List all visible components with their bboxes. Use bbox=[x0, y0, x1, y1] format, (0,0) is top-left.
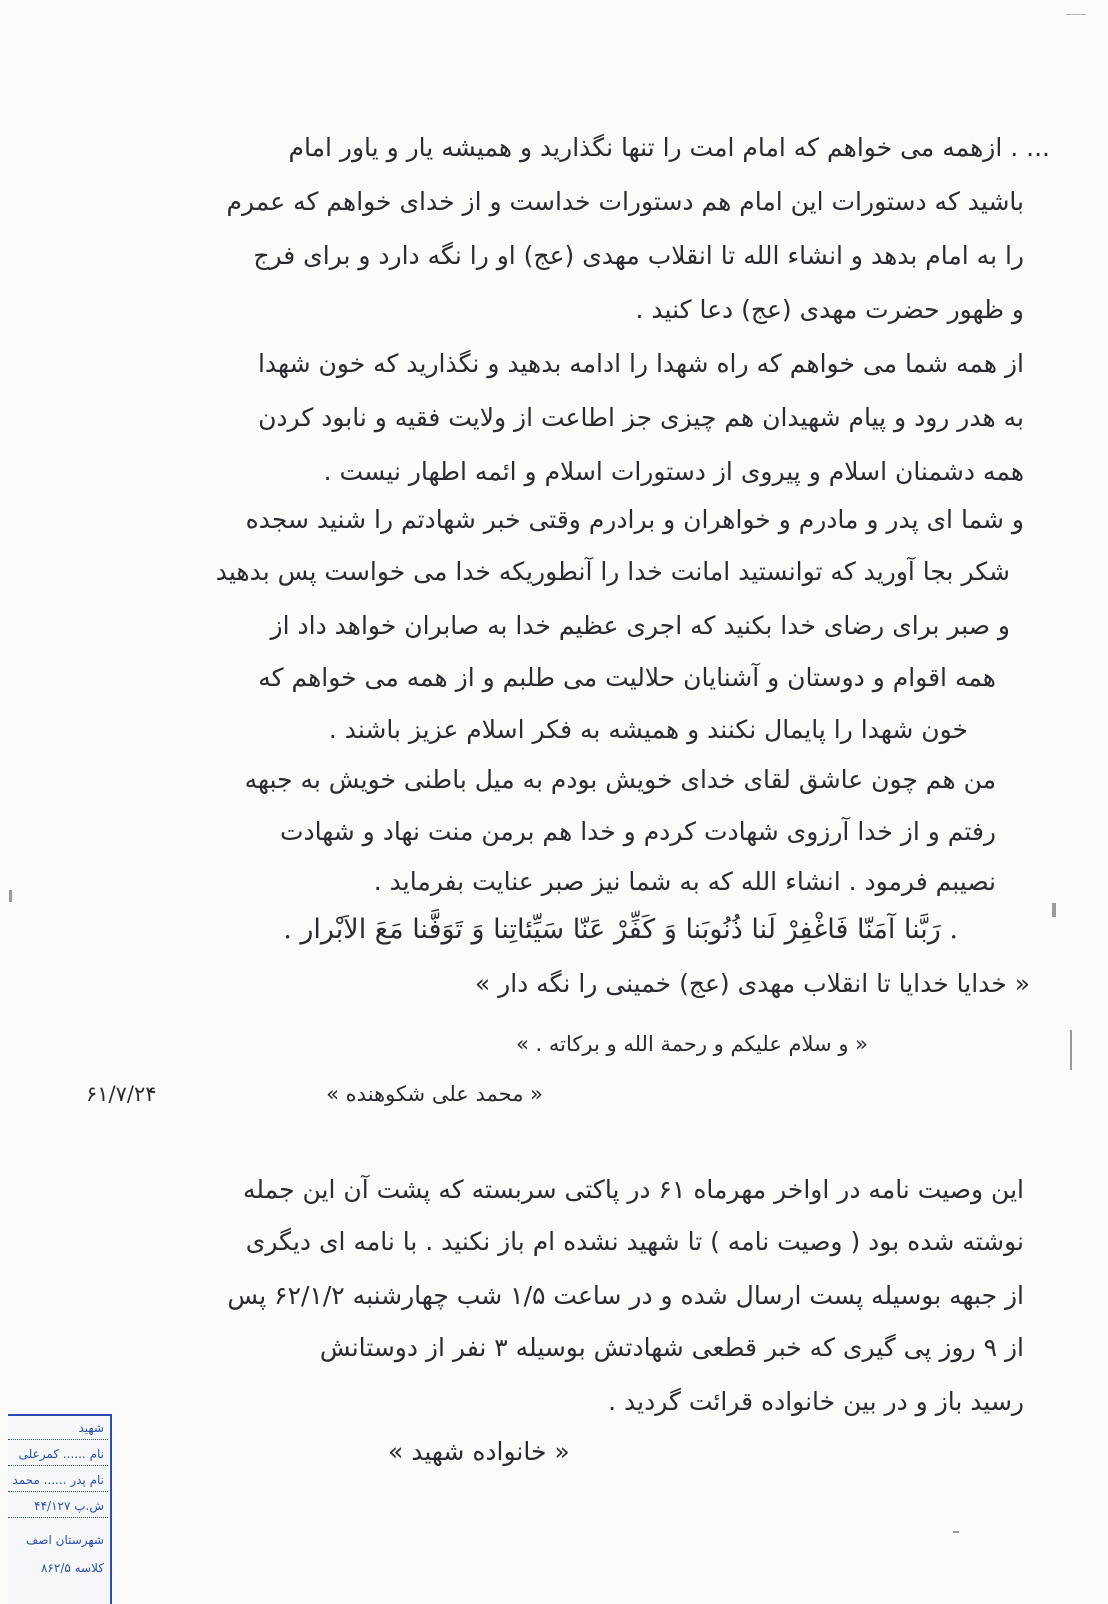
will-line: خون شهدا را پایمال نکنند و همیشه به فکر اسلام عزیز باشند . bbox=[328, 715, 968, 744]
note-line: از جبهه بوسیله پست ارسال شده و در ساعت ۱/۵ شب چهارشنبه ۶۲/۱/۲ پس bbox=[227, 1281, 1024, 1310]
will-line: نصیبم فرمود . انشاء الله که به شما نیز صبر عنایت بفرماید . bbox=[373, 867, 996, 896]
scan-speck bbox=[1070, 1030, 1072, 1070]
will-line: من هم چون عاشق لقای خدای خویش بودم به میل باطنی خویش به جبهه bbox=[244, 765, 996, 794]
will-line: و صبر برای رضای خدا بکنید که اجری عظیم خدا به صابران خواهد داد از bbox=[270, 611, 1010, 640]
stamp-title: شهید bbox=[8, 1416, 108, 1440]
will-line: و شما ای پدر و مادرم و خواهران و برادرم وقتی خبر شهادتم را شنید سجده bbox=[245, 505, 1024, 534]
stamp-code: کلاسه ۸۶۲/۵ bbox=[40, 1561, 104, 1575]
note-line: رسید باز و در بین خانواده قرائت گردید . bbox=[608, 1387, 1024, 1416]
will-line: رفتم و از خدا آرزوی شهادت کردم و خدا هم برمن منت نهاد و شهادت bbox=[279, 817, 996, 846]
will-line: به هدر رود و پیام شهیدان هم چیزی جز اطاعت از ولایت فقیه و نابود کردن bbox=[258, 403, 1024, 432]
will-line: ... . ازهمه می خواهم که امام امت را تنها نگذارید و همیشه یار و یاور امام bbox=[288, 133, 1050, 162]
scan-speck bbox=[9, 890, 12, 902]
signature: « محمد علی شکوهنده » bbox=[326, 1082, 543, 1106]
family-signoff: « خانواده شهید » bbox=[388, 1437, 570, 1466]
note-line: از ۹ روز پی گیری که خبر قطعی شهادتش بوسیله ۳ نفر از دوستانش bbox=[319, 1333, 1024, 1362]
prayer-line: « خدایا خدایا تا انقلاب مهدی (عج) خمینی را نگه دار » bbox=[474, 969, 1030, 998]
scan-speck bbox=[953, 1531, 959, 1533]
stamp-city: شهرستان اصف bbox=[25, 1533, 104, 1547]
stamp-file-number: ش.پ ۴۴/۱۲۷ bbox=[8, 1494, 108, 1518]
note-line: نوشته شده بود ( وصیت نامه ) تا شهید نشده ام باز نکنید . با نامه ای دیگری bbox=[245, 1227, 1024, 1256]
will-line: باشید که دستورات این امام هم دستورات خداست و از خدای خواهم که عمرم bbox=[226, 187, 1024, 216]
stamp-father: نام پدر ...... محمد bbox=[8, 1468, 108, 1492]
salutation-line: « و سلام علیکم و رحمة الله و برکاته . » bbox=[516, 1032, 868, 1056]
will-line: همه اقوام و دوستان و آشنایان حلالیت می طلبم و از همه می خواهم که bbox=[258, 663, 996, 692]
archive-stamp bbox=[8, 1414, 112, 1604]
stamp-name: نام ...... کمرعلی bbox=[8, 1442, 108, 1466]
will-line: همه دشمنان اسلام و پیروی از دستورات اسلام و ائمه اطهار نیست . bbox=[323, 457, 1024, 486]
will-line: شکر بجا آورید که توانستید امانت خدا را آنطوریکه خدا می خواست پس بدهید bbox=[215, 557, 1010, 586]
will-line: از همه شما می خواهم که راه شهدا را ادامه بدهید و نگذارید که خون شهدا bbox=[257, 349, 1024, 378]
will-line: را به امام بدهد و انشاء الله تا انقلاب مهدی (عج) او را نگه دارد و برای فرج bbox=[253, 241, 1024, 270]
scan-speck bbox=[1052, 903, 1056, 917]
quran-verse: . رَبَّنا آمَنّا فَاغْفِرْ لَنا ذُنُوبَنا وَ كَفِّرْ عَنّا سَيِّئاتِنا وَ تَوَفَّنا مَعَ الاَبْرار . bbox=[283, 914, 958, 945]
will-line: و ظهور حضرت مهدی (عج) دعا کنید . bbox=[635, 295, 1024, 324]
scan-edge-mark bbox=[1066, 14, 1086, 18]
signature-date: ۶۱/۷/۲۴ bbox=[86, 1082, 157, 1106]
note-line: این وصیت نامه در اواخر مهرماه ۶۱ در پاکتی سربسته که پشت آن این جمله bbox=[242, 1175, 1024, 1204]
